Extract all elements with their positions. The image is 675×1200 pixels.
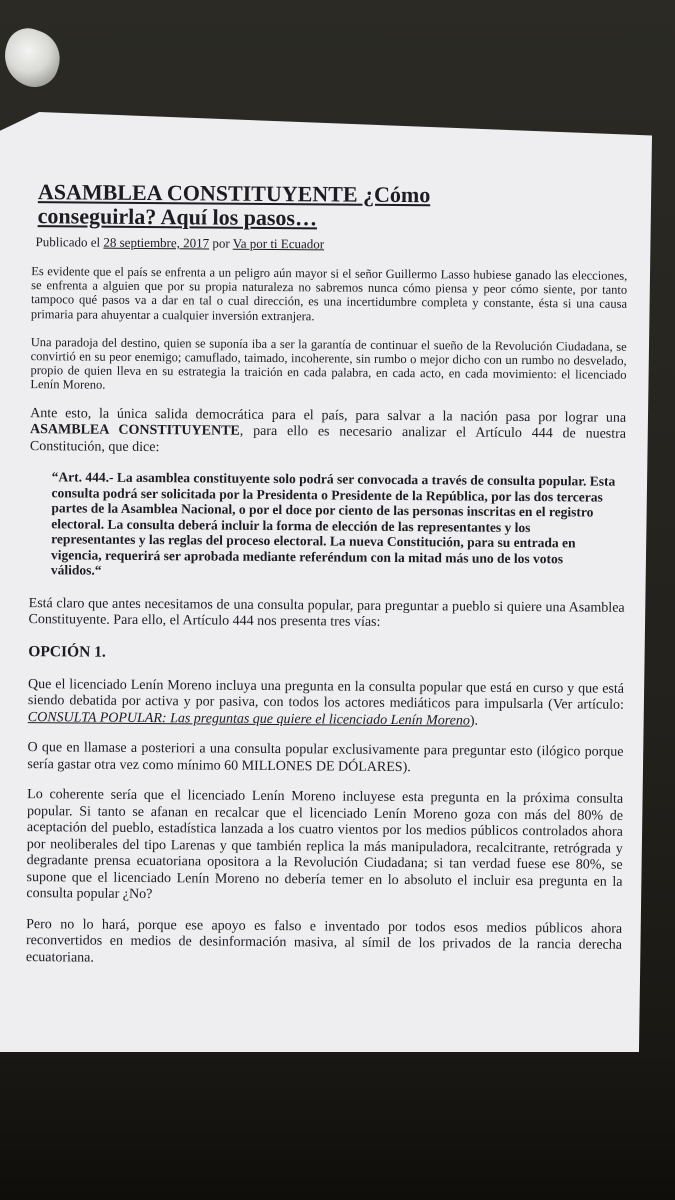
page-title: ASAMBLEA CONSTITUYENTE ¿Cómo conseguirla? Aquí los pasos… [37, 179, 431, 231]
paragraph-3 [30, 406, 626, 460]
paragraph-6: O que en llamase a posteriori a una consulta popular exclusivamente para preguntar esto (ilógico porque sería gastar otra vez como mínimo 60 MILLONES DE DÓLARES). [27, 740, 624, 775]
consulta-popular-article-link[interactable]: CONSULTA POPULAR: Las preguntas que quiere el licenciado Lenín Moreno [27, 709, 470, 729]
document-content [12, 180, 628, 985]
publish-date-link[interactable]: 28 septiembre, 2017 [103, 234, 210, 251]
paragraph-3-text: Ante esto, la única salida democrática para el país, para salvar a la nación pasa por lograr una [30, 405, 627, 426]
paragraph-5-end: ). [469, 713, 479, 729]
paragraph-2: Una paradoja del destino, quien se suponía iba a ser la garantía de continuar el sueño de la Revolución Ciudadana, se convirtió en su peor enemigo; camuflado, taimado, incoherente, sin rumbo o mejor dicho con un rumbo no desvelado, propio de quien lleva en su estrategia la traición en cada palabra, en cada acto, en cada movimiento: el licenciado Lenín Moreno. [30, 334, 627, 393]
paragraph-7: Lo coherente sería que el licenciado Lenín Moreno incluyese esta pregunta en la próxima consulta popular. Si tanto se afanan en recalcar que el licenciado Lenín Moreno goza con más del 80% de aceptación del pueblo, estadística lanzada a los cuatro vientos por los medios públicos controlados ahora por neoliberales del tipo Larenas y que también replica la más manipuladora, recalcitrante, retrógrada y degradante prensa ecuatoriana opositora a la Revolución Ciudadana; si tan verdad fuese ese 80%, se supone que el licenciado Lenín Moreno no debería temer en lo absoluto el incluir esa pregunta en la consulta popular ¿No? [26, 787, 624, 903]
paragraph-3-emphasis: ASAMBLEA CONSTITUYENTE [29, 422, 240, 439]
paragraph-8: Pero no lo hará, porque ese apoyo es falso e inventado por todos esos medios públicos ahora reconvertidos en medios de desinformación masiva, al símil de los privados de la rancia derecha ecuatoriana. [25, 916, 623, 966]
article-444-quote: “Art. 444.- La asamblea constituyente solo podrá ser convocada a través de consulta popular. Esta consulta podrá ser solicitada por la Presidenta o Presidente de la República, por las dos terceras partes de la Asamblea Nacional, o por el doce por ciento de las personas inscritas en el registro electoral. La consulta deberá incluir la forma de elección de las representantes y los representantes y las reglas del proceso electoral. La nueva Constitución, para su entrada en vigencia, requerirá ser aprobada mediante referéndum con la mitad más uno de los votos válidos.“ [50, 469, 616, 578]
paragraph-3-end: , para ello es necesario analizar el Artículo 444 de nuestra Constitución, que dice: [29, 423, 627, 455]
paragraph-5-text: Que el licenciado Lenín Moreno incluya una pregunta en la consulta popular que está en curso y que está siendo debatida por activa y por pasiva, con todos los actores mediáticos para impulsarla (Ver artículo: [27, 676, 625, 713]
paragraph-4: Está claro que antes necesitamos de una consulta popular, para preguntar a pueblo si quiere una Asamblea Constituyente. Para ello, el Artículo 444 nos presenta tres vías: [28, 595, 625, 630]
option-1-heading: OPCIÓN 1. [28, 642, 106, 661]
paragraph-5 [28, 677, 624, 731]
paragraph-1: Es evidente que el país se enfrenta a un peligro aún mayor si el señor Guillermo Lasso hubiese ganado las elecciones, se enfrenta a alguien que por su propia naturaleza no sabremos nunca cómo piensa y peor cómo siente, por tanto tampoco qué pasos va a dar en tal o cual dirección, es una incertidumbre completa y constante, ésta si una causa primaria para ahuyentar a cualquier inversión extranjera. [30, 264, 628, 323]
byline [35, 234, 627, 255]
author-link[interactable]: Va por ti Ecuador [232, 235, 325, 252]
table-edge [0, 1050, 675, 1200]
byline-por: por [212, 235, 230, 251]
byline-prefix: Publicado el [35, 234, 101, 250]
